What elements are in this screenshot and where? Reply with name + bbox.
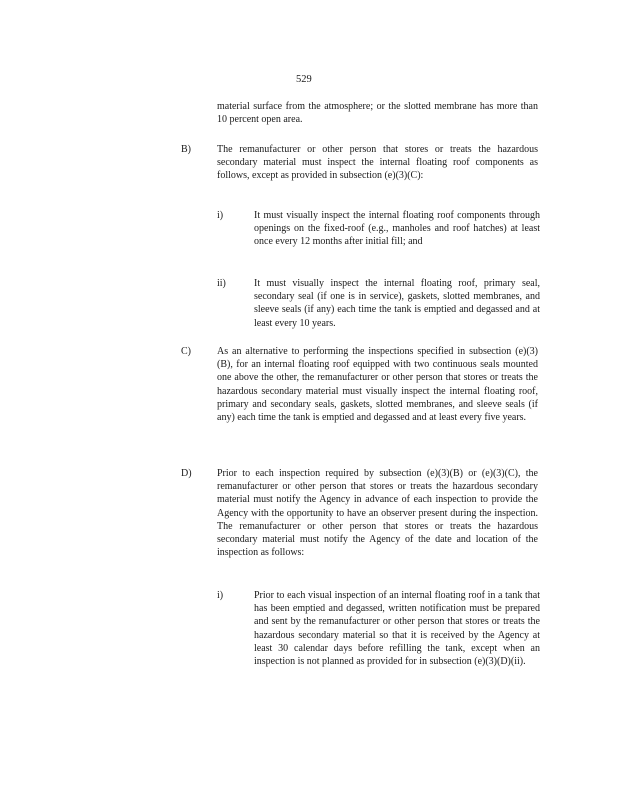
paragraph-c-text: As an alternative to performing the inspections specified in subsection (e)(3)(B), for an internal floating roof equipped with two continuous seals mounted one above the other, the remanufacturer or other person that stores or treats the hazardous secondary material must visually inspect the internal floating roof, primary and secondary seals, gaskets, slotted membranes, and sleeve seals (if any) each time the tank is emptied and degassed and at least every five years. — [217, 346, 538, 424]
paragraph-b-marker: B) — [181, 144, 191, 155]
paragraph-d-text: Prior to each inspection required by subsection (e)(3)(B) or (e)(3)(C), the remanufacturer or other person that stores or treats the hazardous secondary material must notify the Agency in advance of each inspection to provide the Agency with the opportunity to have an observer present during the inspection. The remanufacturer or other person that stores or treats the hazardous secondary material must notify the Agency of the date and location of the inspection as follows: — [217, 468, 538, 559]
paragraph-b-item-i-marker: i) — [217, 210, 224, 221]
paragraph-d-item-i-marker: i) — [217, 590, 224, 601]
paragraph-b-item-i-text: It must visually inspect the internal floating roof components through openings on the fixed-roof (e.g., manholes and roof hatches) at least once every 12 months after initial fill; and — [254, 210, 540, 248]
continuation-text: material surface from the atmosphere; or the slotted membrane has more than 10 percent open area. — [217, 101, 538, 126]
paragraph-d-marker: D) — [181, 468, 192, 479]
paragraph-c-marker: C) — [181, 346, 191, 357]
page-number: 529 — [296, 74, 312, 85]
paragraph-d-item-i-text: Prior to each visual inspection of an internal floating roof in a tank that has been emptied and degassed, written notification must be prepared and sent by the remanufacturer or other person that stores or treats the hazardous secondary material so that it is received by the Agency at least 30 calendar days before refilling the tank, except when an inspection is not planned as provided for in subsection (e)(3)(D)(ii). — [254, 590, 540, 668]
paragraph-b-item-ii-marker: ii) — [217, 278, 226, 289]
paragraph-b-item-ii-text: It must visually inspect the internal floating roof, primary seal, secondary seal (if one is in service), gaskets, slotted membranes, and sleeve seals (if any) each time the tank is emptied and degassed and at least every 10 years. — [254, 278, 540, 329]
paragraph-b-text: The remanufacturer or other person that stores or treats the hazardous secondary material must inspect the internal floating roof components as follows, except as provided in subsection (e)(3)(C): — [217, 144, 538, 182]
